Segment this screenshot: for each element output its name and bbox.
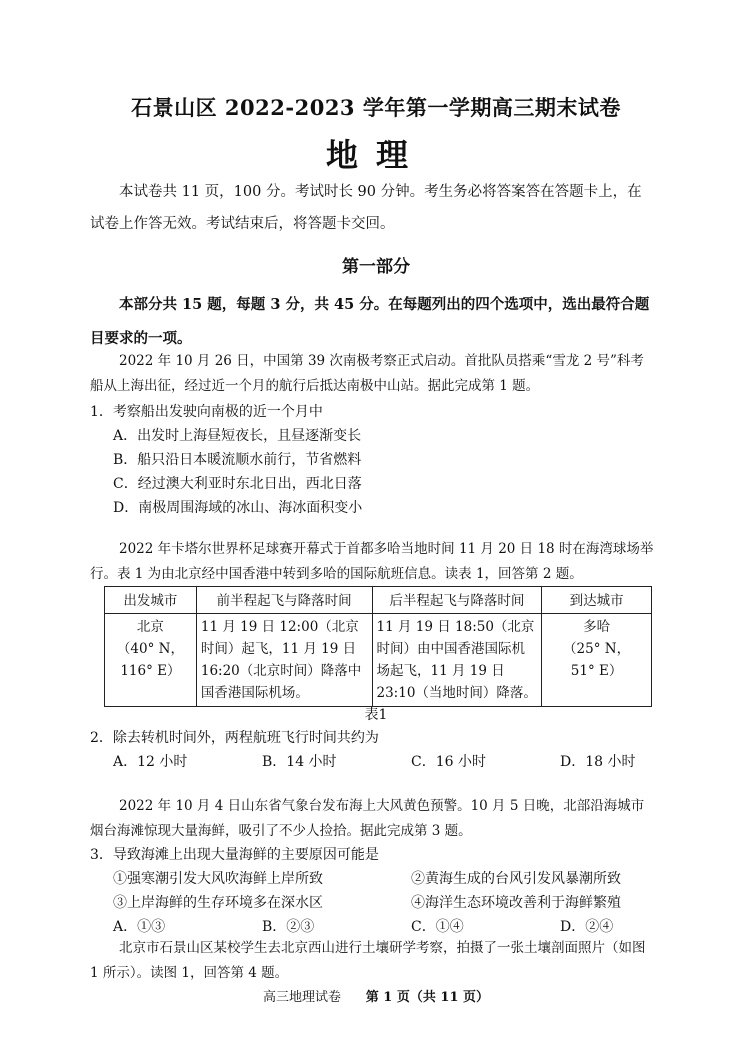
q3-stem: 2022 年 10 月 4 日山东省气象台发布海上大风黄色预警。10 月 5 日晚，北部沿海城市烟台海滩惊现大量海鲜，吸引了不少人捡拾。据此完成第 3 题。 — [90, 798, 645, 839]
table-header-cell: 后半程起飞与降落时间 — [372, 587, 542, 614]
first-leg-cell: 11 月 19 日 12:00（北京时间）起飞，11 月 19 日 16:20（北京时间）降落中国香港国际机场。 — [196, 614, 372, 707]
exam-instructions: 本试卷共 11 页，100 分。考试时长 90 分钟。考生务必将答案答在答题卡上，在试卷上作答无效。考试结束后，将答题卡交回。 — [90, 184, 642, 232]
q3-option-b: B．②③ — [262, 919, 315, 935]
table-header-cell: 出发城市 — [105, 587, 197, 614]
footer-page-number: 第 1 页（共 11 页） — [365, 990, 490, 1005]
arrival-city-lat: （25° N， — [563, 641, 631, 657]
arrival-city-name: 多哈 — [583, 619, 611, 635]
arrival-city-cell — [542, 614, 652, 707]
q1-option-b: B．船只沿日本暖流顺水前行，节省燃料 — [113, 452, 362, 468]
departure-city-lat: （40° N， — [116, 641, 184, 657]
q2-stem: 2022 年卡塔尔世界杯足球赛开幕式于首都多哈当地时间 11 月 20 日 18 时在海湾球场举行。表 1 为由北京经中国香港中转到多哈的国际航班信息。读表 1，回答第 2 题。 — [90, 541, 654, 582]
departure-city-cell — [105, 614, 197, 707]
q3-item-2: ②黄海生成的台风引发风暴潮所致 — [411, 871, 621, 887]
q1-stem: 2022 年 10 月 26 日，中国第 39 次南极考察正式启动。首批队员搭乘“雪龙 2 号”科考船从上海出征，经过近一个月的航行后抵达南极中山站。据此完成第 1 题。 — [90, 353, 644, 394]
q3-option-a: A．①③ — [113, 919, 166, 935]
table-caption: 表1 — [364, 707, 388, 723]
q1-option-d: D．南极周围海域的冰山、海冰面积变小 — [113, 500, 363, 516]
arrival-city-lon: 51° E） — [570, 663, 623, 679]
q1-question: 1．考察船出发驶向南极的近一个月中 — [90, 404, 323, 420]
table-header-cell: 到达城市 — [542, 587, 652, 614]
q2-option-d: D．18 小时 — [560, 754, 636, 770]
q3-option-c: C．①④ — [411, 919, 464, 935]
departure-city-name: 北京 — [136, 619, 164, 635]
q3-item-4: ④海洋生态环境改善利于海鲜繁殖 — [411, 895, 621, 911]
q3-question: 3．导致海滩上出现大量海鲜的主要原因可能是 — [90, 847, 379, 863]
exam-title: 石景山区 2022-2023 学年第一学期高三期末试卷 — [131, 95, 621, 120]
subject-title: 地理 — [325, 136, 426, 174]
q4-stem: 北京市石景山区某校学生去北京西山进行土壤研学考察，拍摄了一张土壤剖面照片（如图 1 所示）。读图 1，回答第 4 题。 — [90, 940, 646, 981]
part-one-description: 本部分共 15 题，每题 3 分，共 45 分。在每题列出的四个选项中，选出最符合题目要求的一项。 — [90, 296, 650, 347]
part-one-title: 第一部分 — [342, 257, 410, 277]
q1-option-c: C．经过澳大利亚时东北日出，西北日落 — [113, 476, 362, 492]
footer-label: 高三地理试卷 — [262, 990, 341, 1005]
q1-option-a: A．出发时上海昼短夜长，且昼逐渐变长 — [113, 428, 362, 444]
q2-option-c: C．16 小时 — [411, 754, 486, 770]
departure-city-lon: 116° E） — [120, 663, 181, 679]
flight-info-table — [104, 586, 652, 707]
table-header-row — [105, 587, 652, 614]
table-header-cell: 前半程起飞与降落时间 — [196, 587, 372, 614]
table-row — [105, 614, 652, 707]
second-leg-cell: 11 月 19 日 18:50（北京时间）由中国香港国际机场起飞，11 月 19 日 23:10（当地时间）降落。 — [372, 614, 542, 707]
q3-option-d: D．②④ — [560, 919, 614, 935]
q3-item-3: ③上岸海鲜的生存环境多在深水区 — [113, 895, 323, 911]
q2-option-a: A．12 小时 — [113, 754, 188, 770]
q2-question: 2．除去转机时间外，两程航班飞行时间共约为 — [90, 730, 379, 746]
q2-option-b: B．14 小时 — [262, 754, 337, 770]
q3-item-1: ①强寒潮引发大风吹海鲜上岸所致 — [113, 871, 323, 887]
page-footer — [0, 986, 752, 1005]
